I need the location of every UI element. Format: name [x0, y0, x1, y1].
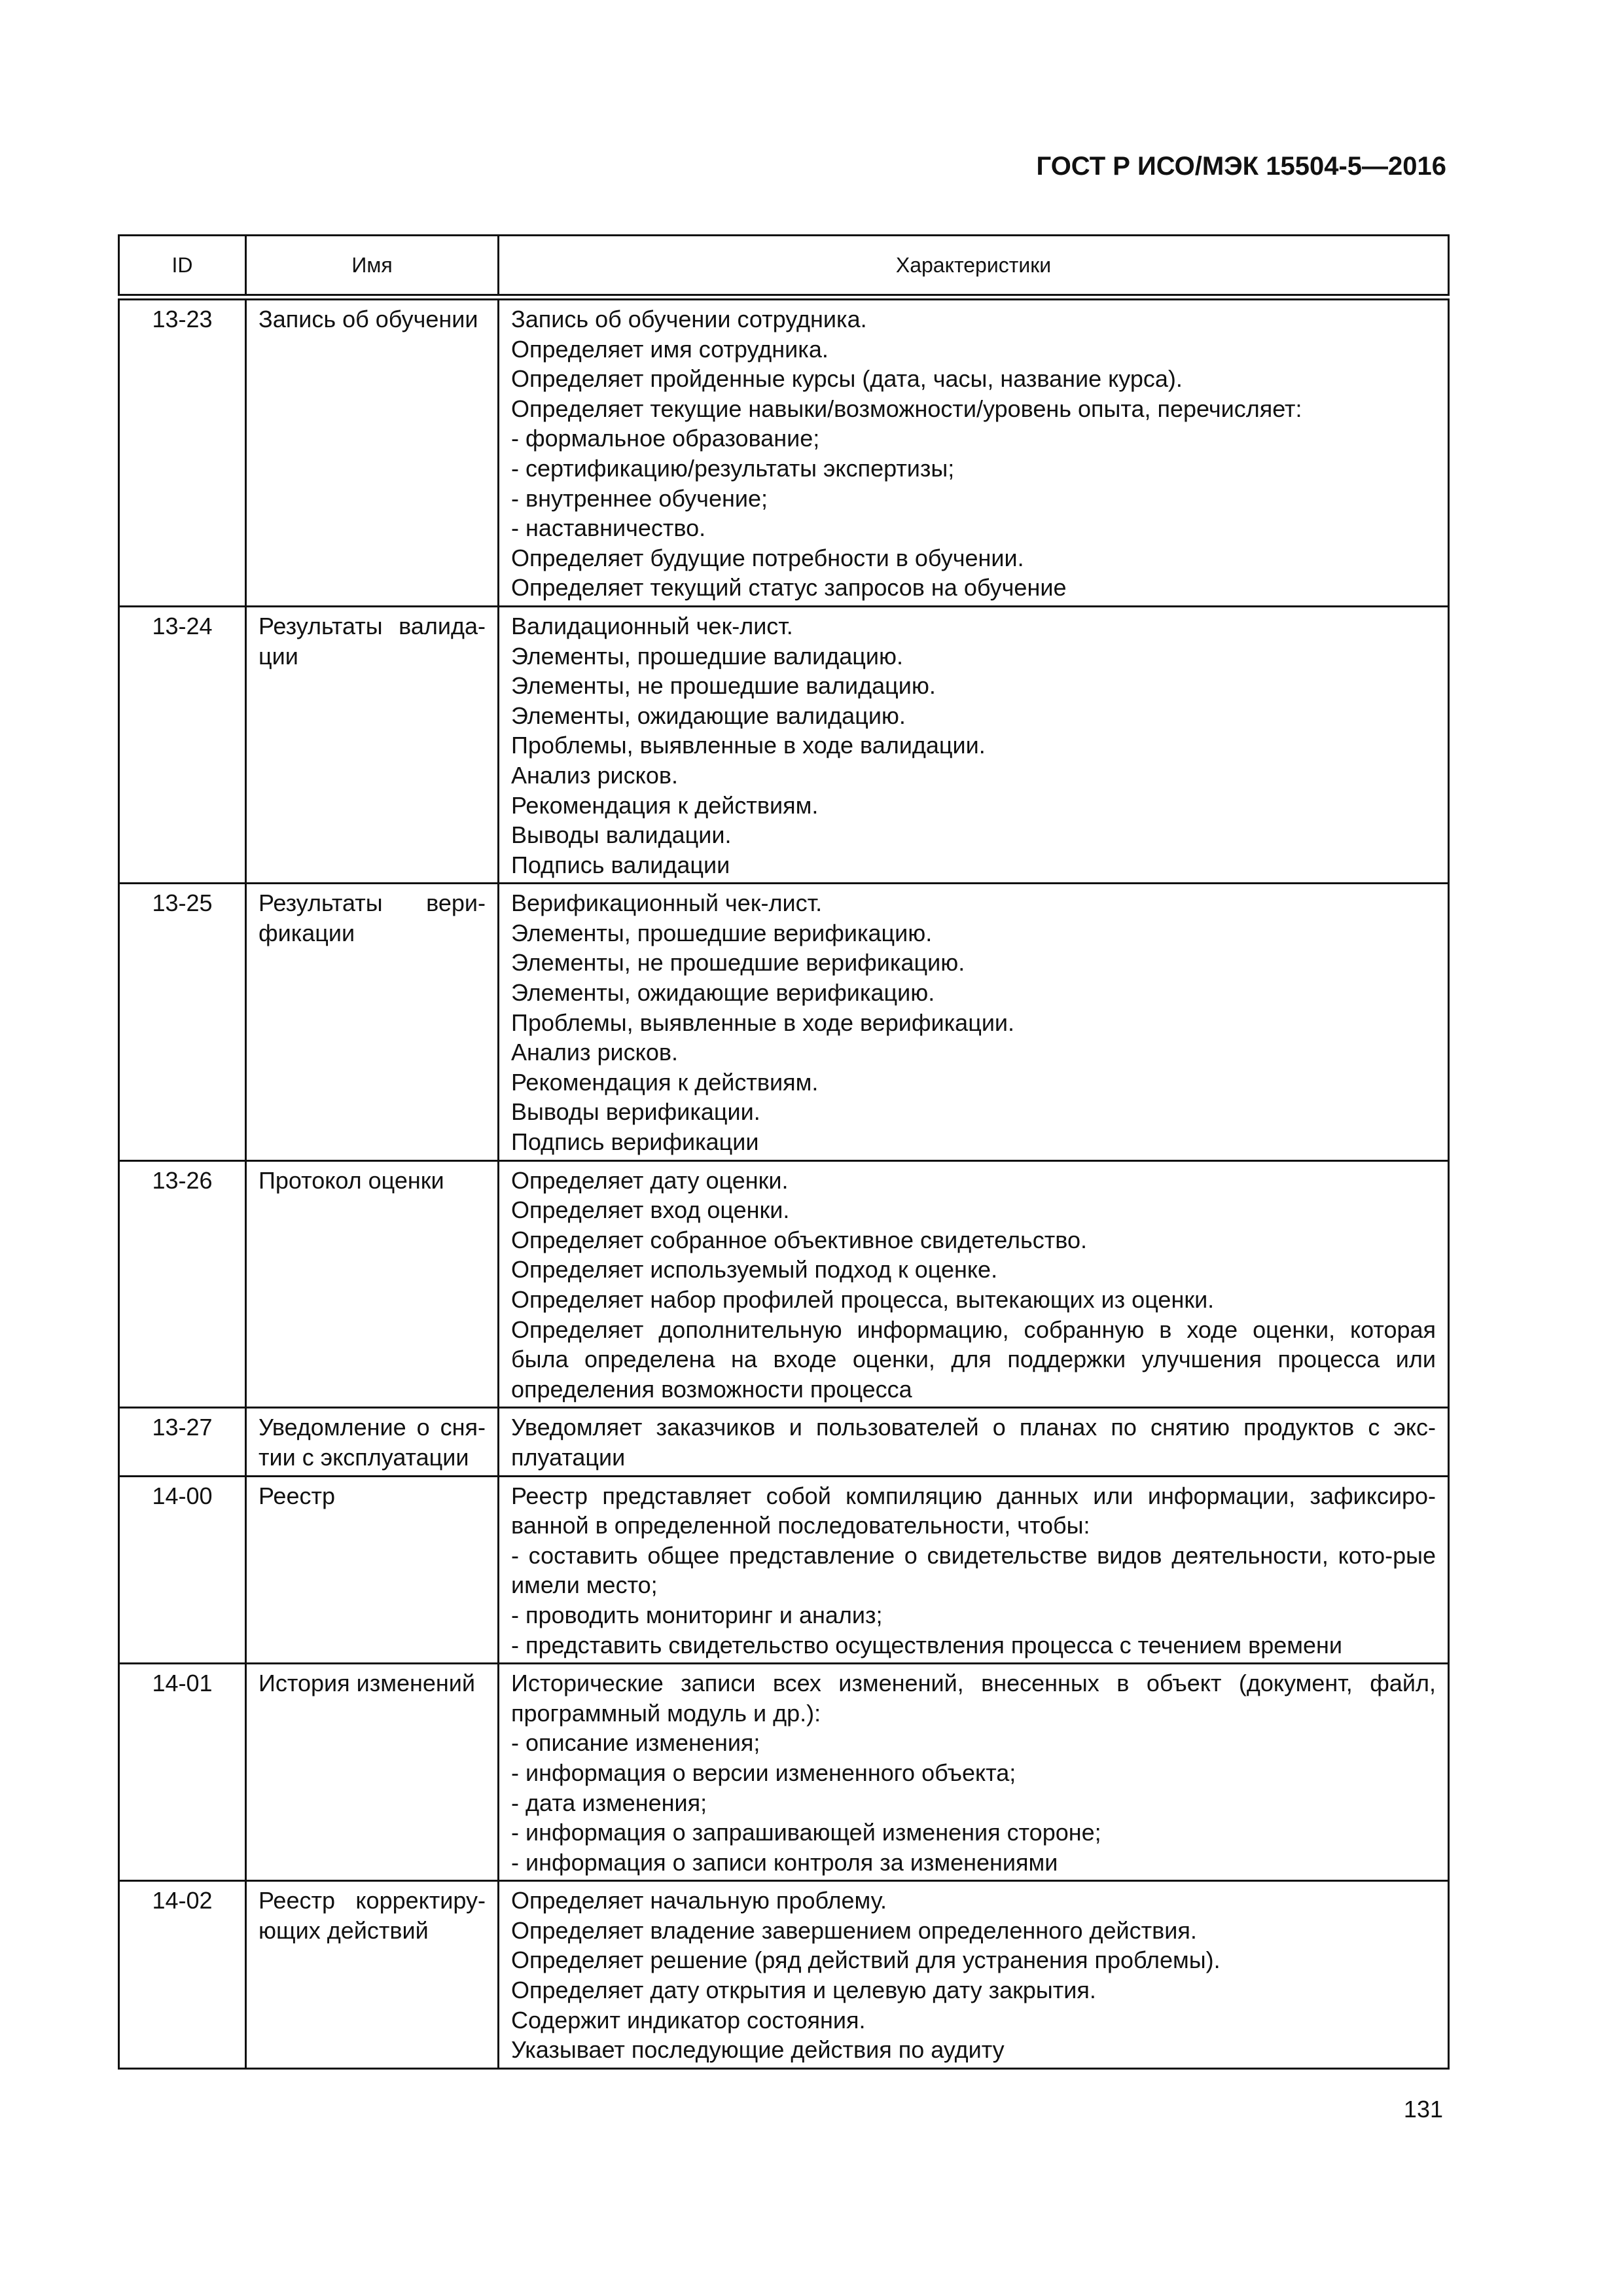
characteristic-line: Запись об обучении сотрудника.: [511, 306, 867, 332]
row-characteristics-cell: [499, 884, 1449, 1160]
characteristic-line: Уведомляет заказчиков и пользователей о планах по снятию продуктов с экс-плуатации: [511, 1414, 1436, 1471]
row-name-cell: Реестр: [246, 1476, 499, 1664]
row-characteristics-cell: [499, 606, 1449, 883]
row-name-cell: Результаты вери-фикации: [246, 884, 499, 1160]
row-characteristics-cell: [499, 1476, 1449, 1664]
characteristic-line: Выводы верификации.: [511, 1098, 760, 1126]
characteristic-line: Определяет набор профилей процесса, вытекающих из оценки.: [511, 1286, 1215, 1313]
characteristic-line: Определяет имя сотрудника.: [511, 335, 829, 363]
characteristic-line: - дата изменения;: [511, 1789, 707, 1816]
characteristic-line: Указывает последующие действия по аудиту: [511, 2036, 1005, 2064]
row-name-cell: Реестр корректиру-ющих действий: [246, 1881, 499, 2069]
characteristic-line: Элементы, не прошедшие валидацию.: [511, 672, 936, 700]
characteristic-line: Анализ рисков.: [511, 1039, 678, 1066]
characteristic-line: Валидационный чек-лист.: [511, 612, 793, 639]
characteristic-line: - проводить мониторинг и анализ;: [511, 1601, 883, 1628]
characteristic-line: Выводы валидации.: [511, 821, 732, 849]
characteristic-line: Определяет используемый подход к оценке.: [511, 1256, 998, 1283]
characteristic-line: - информация о запрашивающей изменения стороне;: [511, 1819, 1101, 1846]
characteristic-line: Содержит индикатор состояния.: [511, 2006, 866, 2034]
row-characteristics-cell: [499, 1664, 1449, 1881]
characteristic-line: Определяет дополнительную информацию, собранную в ходе оценки, которая была определена на входе оценки, для поддержки улучшения процесса или определения возможности процесса: [511, 1316, 1436, 1403]
row-name-cell: История изменений: [246, 1664, 499, 1881]
row-id-cell: 14-00: [119, 1476, 246, 1664]
characteristic-line: Элементы, не прошедшие верификацию.: [511, 949, 965, 977]
row-characteristics-cell: [499, 1408, 1449, 1476]
characteristic-line: Определяет пройденные курсы (дата, часы, название курса).: [511, 365, 1183, 393]
table-body: [119, 297, 1449, 2068]
characteristic-line: Элементы, ожидающие верификацию.: [511, 979, 935, 1007]
column-header-name: Имя: [246, 236, 499, 298]
characteristic-line: Исторические записи всех изменений, внесенных в объект (документ, файл, программный модуль и др.):: [511, 1670, 1436, 1727]
characteristic-line: - внутреннее обучение;: [511, 484, 768, 512]
characteristic-line: Определяет дату открытия и целевую дату закрытия.: [511, 1977, 1096, 2004]
table-row: [119, 1408, 1449, 1476]
characteristic-line: - наставничество.: [511, 514, 706, 542]
table-row: [119, 884, 1449, 1160]
table-row: [119, 1476, 1449, 1664]
row-characteristics-cell: [499, 1160, 1449, 1408]
column-header-characteristics: Характеристики: [499, 236, 1449, 298]
row-name-cell: Запись об обучении: [246, 297, 499, 606]
characteristic-line: - формальное образование;: [511, 425, 820, 452]
characteristic-line: Элементы, прошедшие верификацию.: [511, 919, 933, 946]
row-id-cell: 13-23: [119, 297, 246, 606]
table-row: [119, 297, 1449, 606]
characteristic-line: Рекомендация к действиям.: [511, 1068, 819, 1096]
table-header-row: [119, 236, 1449, 298]
page-number: 131: [1403, 2096, 1443, 2123]
row-id-cell: 13-25: [119, 884, 246, 1160]
characteristic-line: Элементы, ожидающие валидацию.: [511, 702, 906, 729]
characteristic-line: Определяет решение (ряд действий для устранения проблемы).: [511, 1946, 1221, 1974]
row-characteristics-cell: [499, 297, 1449, 606]
characteristic-line: - информация о записи контроля за изменениями: [511, 1848, 1058, 1876]
characteristic-line: Определяет текущие навыки/возможности/уровень опыта, перечисляет:: [511, 395, 1302, 422]
characteristic-line: Проблемы, выявленные в ходе верификации.: [511, 1009, 1015, 1036]
table-row: [119, 606, 1449, 883]
row-id-cell: 13-27: [119, 1408, 246, 1476]
characteristic-line: Анализ рисков.: [511, 761, 678, 789]
characteristic-line: - информация о версии измененного объекта;: [511, 1759, 1016, 1786]
characteristic-line: Определяет собранное объективное свидетельство.: [511, 1226, 1088, 1253]
row-id-cell: 13-24: [119, 606, 246, 883]
document-standard-header: ГОСТ Р ИСО/МЭК 15504-5—2016: [1036, 152, 1446, 181]
characteristic-line: Определяет владение завершением определенного действия.: [511, 1916, 1197, 1944]
characteristic-line: - описание изменения;: [511, 1729, 760, 1757]
characteristic-line: Подпись верификации: [511, 1128, 759, 1156]
column-header-id: ID: [119, 236, 246, 298]
characteristic-line: Реестр представляет собой компиляцию данных или информации, зафиксиро-ванной в определенной последовательности, чтобы:: [511, 1482, 1436, 1539]
characteristic-line: Верификационный чек-лист.: [511, 889, 823, 917]
row-id-cell: 14-01: [119, 1664, 246, 1881]
table-row: [119, 1160, 1449, 1408]
table-row: [119, 1664, 1449, 1881]
characteristic-line: Определяет начальную проблему.: [511, 1887, 887, 1914]
characteristic-line: Проблемы, выявленные в ходе валидации.: [511, 732, 986, 759]
characteristic-line: - сертификацию/результаты экспертизы;: [511, 454, 955, 482]
row-characteristics-cell: [499, 1881, 1449, 2069]
table-row: [119, 1881, 1449, 2069]
row-id-cell: 13-26: [119, 1160, 246, 1408]
characteristic-line: - составить общее представление о свидетельстве видов деятельности, кото-рые имели место;: [511, 1541, 1436, 1599]
characteristic-line: Определяет вход оценки.: [511, 1196, 790, 1224]
row-id-cell: 14-02: [119, 1881, 246, 2069]
row-name-cell: Уведомление о сня-тии с эксплуатации: [246, 1408, 499, 1476]
work-products-table: [118, 234, 1450, 2070]
characteristic-line: Определяет текущий статус запросов на обучение: [511, 574, 1067, 601]
characteristic-line: - представить свидетельство осуществления процесса с течением времени: [511, 1631, 1343, 1659]
characteristic-line: Подпись валидации: [511, 851, 730, 878]
row-name-cell: Протокол оценки: [246, 1160, 499, 1408]
characteristic-line: Определяет дату оценки.: [511, 1166, 789, 1194]
characteristic-line: Определяет будущие потребности в обучении.: [511, 544, 1024, 571]
characteristic-line: Рекомендация к действиям.: [511, 791, 819, 819]
row-name-cell: Результаты валида-ции: [246, 606, 499, 883]
characteristic-line: Элементы, прошедшие валидацию.: [511, 642, 904, 670]
